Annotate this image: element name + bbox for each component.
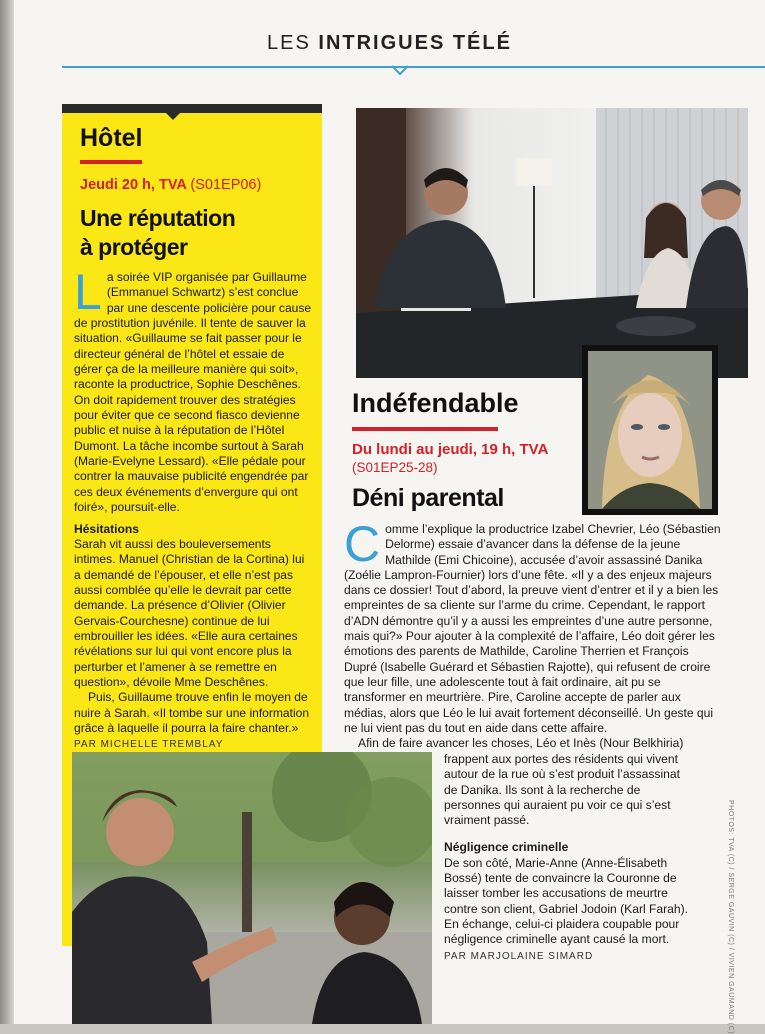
hotel-sidebar-topbar [62, 104, 322, 113]
magazine-spine-shadow [0, 0, 14, 1024]
meeting-room-illustration [356, 108, 748, 378]
indefendable-paragraph-3: De son côté, Marie-Anne (Anne-Élisabeth Bossé) tente de convaincre la Couronne de laisser tomber les accusations de meurtre contre son client, Gabriel Jodoin (Karl Farah). En échange, celui-ci plaidera coupable pour négligence criminelle ayant causé la mort. [444, 855, 689, 947]
indefendable-article-body-top [344, 516, 724, 751]
hotel-episode-code: (S01EP06) [190, 177, 262, 193]
header-rule [62, 66, 765, 68]
indefendable-subhead: Négligence criminelle [444, 840, 569, 855]
indefendable-episode-code: (S01EP25-28) [352, 460, 438, 475]
indefendable-paragraph-1: omme l’explique la productrice Izabel Chevrier, Léo (Sébastien Delorme) essaie d’avancer dans la défense de la jeune Mathilde (Emi Chicoine), accusée d’avoir assassiné Danika (Zoélie Lampron-Fournier) lors d’une fête. «Il y a des enjeux majeurs dans ce dossier! Tout d’abord, la preuve vient d’entrer et il y a bien les empreintes de sa cliente sur l’arme du crime. Cependant, le rapport d’ADN démontre qu’il y a aussi les empreintes d’une autre personne, mais qui?» Pour ajouter à la complexité de l’affaire, Léo doit gérer les émotions des parents de Mathilde, Caroline Therrien et François Dupré (Isabelle Guérard et Sébastien Rajotte), qui refusent de croire que leur fille, une adolescente tout à fait ordinaire, ait pu se transformer en meurtrière. Pire, Caroline accepte de parler aux médias, alors que Léo le lui avait fortement déconseillé. Un geste qui ne lui vient pas du tout en aide dans cette affaire. [344, 522, 721, 735]
indefendable-byline: PAR MARJOLAINE SIMARD [444, 950, 594, 962]
hotel-headline [80, 204, 320, 262]
hotel-article-body [74, 264, 314, 753]
hotel-subhead: Hésitations [74, 521, 139, 536]
section-header-prefix: LES [267, 32, 319, 54]
photo-credit: PHOTOS: TVA (C) / SERGE GAUVIN (C) / VIVIEN GAUMAND (C) [727, 800, 734, 1034]
hotel-paragraph-3: Puis, Guillaume trouve enfin le moyen de nuire à Sarah. «Il tombe sur une information grâce à laquelle il pourra la faire chanter.» [74, 690, 310, 735]
indefendable-schedule: Du lundi au jeudi, 19 h, TVA [352, 441, 549, 458]
indefendable-show-title: Indéfendable [352, 388, 519, 418]
street-scene-photo [72, 752, 432, 1024]
hotel-headline-line1: Une réputation [80, 205, 236, 231]
section-header-bold: INTRIGUES TÉLÉ [318, 32, 512, 54]
hotel-schedule-time: Jeudi 20 h, TVA [80, 177, 187, 193]
section-header [14, 32, 765, 55]
portrait-illustration [582, 345, 718, 515]
indefendable-dropcap: C [344, 516, 381, 572]
street-scene-illustration [72, 752, 432, 1024]
hotel-topbar-notch [164, 111, 182, 121]
hotel-paragraph-1: a soirée VIP organisée par Guillaume (Emmanuel Schwartz) s’est conclue par une descente policière pour cause de prostitution juvénile. Il tente de sauver la situation. «Guillaume se fait passer pour le directeur général de l’hôtel et essaie de gérer ça de la meilleure manière qui soit», raconte la productrice, Sophie Deschênes. On doit rapidement trouver des stratégies pour éviter que ce second fiasco devienne public et nuise à la réputation de l’Hôtel Dumont. La tâche incombe surtout à Sarah (Marie-Evelyne Lessard). «Elle pédale pour contrer la mauvaise publicité engendrée par ces deux événements d’envergure qui ont foiré», poursuit-elle. [74, 270, 312, 515]
hotel-title-underline [80, 160, 142, 164]
hotel-byline: PAR MICHELLE TREMBLAY [74, 739, 224, 751]
portrait-photo-frame [582, 345, 718, 515]
indefendable-paragraph-2b: frappent aux portes des résidents qui vivent autour de la rue où s’est produit l’assassinat de Danika. Ils sont à la recherche de personnes qui auraient pu voir ce qui s’est vraiment passé. [444, 752, 680, 828]
indefendable-article-body-bottom [444, 752, 694, 964]
hotel-headline-line2: à protéger [80, 234, 188, 260]
hotel-schedule [80, 177, 261, 193]
hotel-show-title: Hôtel [80, 124, 143, 152]
meeting-room-photo [356, 108, 748, 378]
header-rule-notch [392, 60, 408, 76]
magazine-page [14, 0, 765, 1034]
hotel-paragraph-2: Sarah vit aussi des bouleversements intimes. Manuel (Christian de la Cortina) lui a demandé de l’épouser, et elle n’est pas aussi comblée qu’elle le devrait par cette demande. La présence d’Olivier (Olivier Gervais-Courchesne) continue de lui embrouiller les idées. «Elle aura certaines révélations sur lui qui vont encore plus la perturber et l’amener à se remettre en question», dévoile Mme Deschênes. [74, 536, 305, 689]
indefendable-paragraph-2a: Afin de faire avancer les choses, Léo et Inès (Nour Belkhiria) [358, 736, 684, 751]
indefendable-headline: Déni parental [352, 484, 504, 512]
hotel-dropcap: L [74, 264, 102, 320]
indefendable-title-underline [352, 427, 498, 431]
